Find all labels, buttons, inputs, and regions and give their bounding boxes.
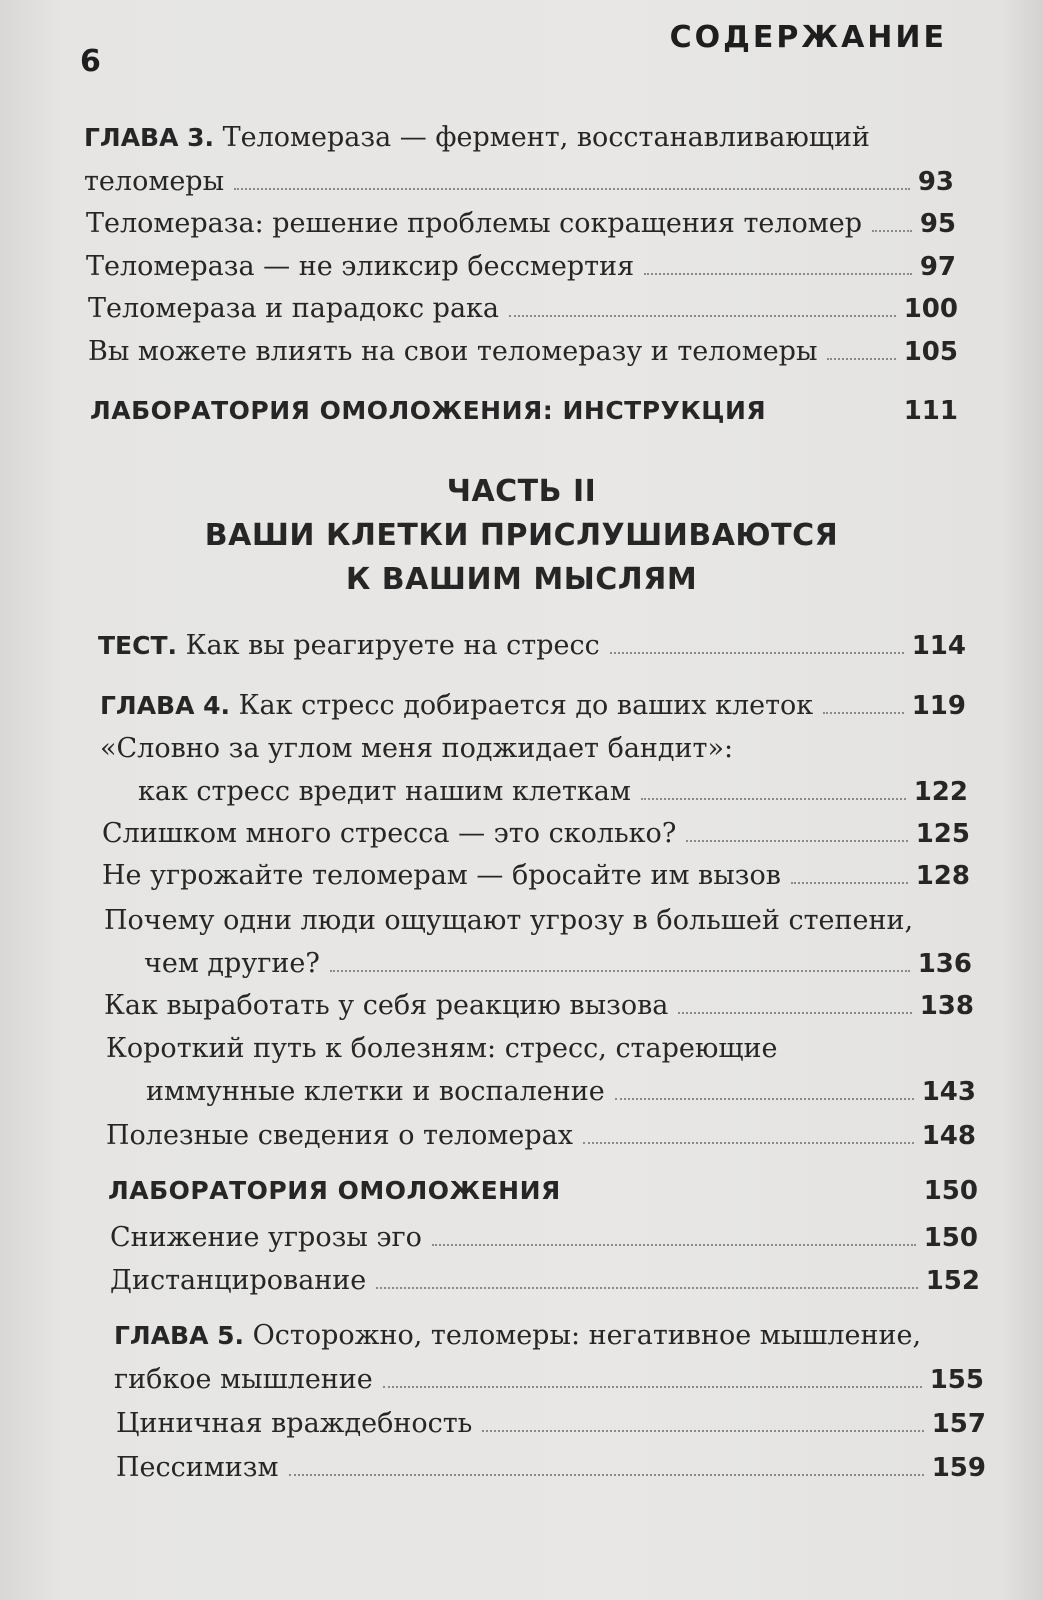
- toc-entry: [88, 336, 958, 367]
- leader-dots: [432, 1244, 916, 1246]
- entry-page: 155: [929, 1365, 984, 1395]
- entry-page: 148: [921, 1121, 976, 1151]
- toc-entry: [116, 1408, 986, 1439]
- entry-title: Теломераза и парадокс рака: [88, 293, 500, 324]
- toc-chapter-3-line1: [84, 122, 870, 153]
- entry-page: 152: [925, 1266, 980, 1296]
- toc-entry: [116, 1452, 986, 1483]
- leader-dots: [686, 840, 907, 842]
- entry-page: 138: [919, 991, 974, 1021]
- entry-page: 159: [931, 1453, 986, 1483]
- entry-title: Теломераза: решение проблемы сокращения теломер: [86, 208, 863, 239]
- entry-page: 93: [917, 167, 954, 197]
- toc-entry: [106, 1120, 976, 1151]
- leader-dots: [383, 1386, 922, 1388]
- toc-section-heading: [108, 1176, 978, 1206]
- entry-title: иммунные клетки и воспаление: [146, 1076, 605, 1107]
- entry-title: Снижение угрозы эго: [110, 1222, 422, 1253]
- leader-dots: [289, 1474, 924, 1476]
- toc-entry: [110, 1265, 980, 1296]
- toc-entry: [86, 208, 956, 239]
- test-label: ТЕСТ.: [98, 631, 178, 660]
- leader-dots: [234, 188, 910, 190]
- entry-title: Вы можете влиять на свои теломеразу и теломеры: [88, 336, 818, 367]
- entry-title: Пессимизм: [116, 1452, 279, 1483]
- leader-space: [571, 1197, 916, 1199]
- toc-entry: [84, 166, 954, 197]
- entry-title: Дистанцирование: [110, 1265, 367, 1296]
- toc-section-heading: [90, 396, 958, 426]
- toc-entry: [146, 1076, 976, 1107]
- part-title-line1: ВАШИ КЛЕТКИ ПРИСЛУШИВАЮТСЯ: [204, 518, 839, 553]
- toc-entry-test: [98, 630, 966, 661]
- entry-page: 128: [915, 861, 970, 891]
- entry-title: Циничная враждебность: [116, 1408, 473, 1439]
- toc-entry: [144, 948, 972, 979]
- page-number: 6: [80, 44, 101, 79]
- toc-entry-line1: Почему одни люди ощущают угрозу в большей степени,: [104, 905, 914, 936]
- entry-page: 136: [917, 949, 972, 979]
- entry-page: 150: [923, 1223, 978, 1253]
- chapter-title: Как стресс добирается до ваших клеток: [238, 690, 814, 721]
- leader-dots: [872, 230, 912, 232]
- entry-title: теломеры: [84, 166, 225, 197]
- chapter-title: Теломераза — фермент, восстанавливающий: [222, 122, 870, 153]
- chapter-label: ГЛАВА 3.: [84, 123, 215, 152]
- toc-entry: [138, 776, 968, 807]
- entry-page: 105: [903, 337, 958, 367]
- leader-dots: [610, 652, 904, 654]
- toc-entry: [88, 293, 958, 324]
- entry-page: 100: [903, 294, 958, 324]
- leader-dots: [330, 970, 910, 972]
- leader-dots: [644, 273, 912, 275]
- leader-dots: [583, 1142, 914, 1144]
- entry-page: 125: [915, 819, 970, 849]
- entry-page: 122: [913, 777, 968, 807]
- toc-chapter-4: [100, 690, 966, 721]
- part-title-line2: К ВАШИМ МЫСЛЯМ: [345, 562, 698, 597]
- entry-title: как стресс вредит нашим клеткам: [138, 776, 631, 807]
- section-title: ЛАБОРАТОРИЯ ОМОЛОЖЕНИЯ: ИНСТРУКЦИЯ: [90, 396, 767, 425]
- entry-title: гибкое мышление: [114, 1364, 373, 1395]
- entry-page: 157: [931, 1409, 986, 1439]
- part-number: ЧАСТЬ II: [446, 474, 597, 509]
- chapter-title: Осторожно, теломеры: негативное мышление,: [252, 1320, 922, 1351]
- leader-dots: [823, 712, 904, 714]
- leader-dots: [827, 358, 895, 360]
- entry-title: Полезные сведения о теломерах: [106, 1120, 573, 1151]
- entry-page: 143: [921, 1077, 976, 1107]
- chapter-label: ГЛАВА 4.: [100, 691, 231, 720]
- leader-dots: [615, 1098, 914, 1100]
- toc-entry-line1: «Словно за углом меня поджидает бандит»:: [100, 733, 734, 764]
- leader-dots: [509, 315, 896, 317]
- toc-entry: [114, 1364, 984, 1395]
- section-page: 111: [903, 396, 958, 426]
- leader-dots: [678, 1012, 911, 1014]
- leader-dots: [791, 882, 908, 884]
- entry-page: 119: [911, 691, 966, 721]
- entry-page: 114: [911, 631, 966, 661]
- entry-page: 97: [919, 252, 956, 282]
- section-page: 150: [923, 1176, 978, 1206]
- leader-dots: [482, 1430, 923, 1432]
- toc-entry-line1: Короткий путь к болезням: стресс, стареющие: [106, 1033, 778, 1064]
- leader-dots: [641, 798, 906, 800]
- toc-entry: [110, 1222, 978, 1253]
- leader-space: [776, 417, 896, 419]
- toc-entry: [104, 990, 974, 1021]
- toc-entry: [102, 860, 970, 891]
- running-title: СОДЕРЖАНИЕ: [669, 20, 947, 55]
- entry-title: Как вы реагируете на стресс: [185, 630, 600, 661]
- entry-title: Слишком много стресса — это сколько?: [102, 818, 677, 849]
- toc-entry: [102, 818, 970, 849]
- entry-page: 95: [919, 209, 956, 239]
- chapter-label: ГЛАВА 5.: [114, 1321, 245, 1350]
- entry-title: чем другие?: [144, 948, 320, 979]
- leader-dots: [376, 1287, 917, 1289]
- section-title: ЛАБОРАТОРИЯ ОМОЛОЖЕНИЯ: [108, 1176, 561, 1205]
- entry-title: Как выработать у себя реакцию вызова: [104, 990, 669, 1021]
- toc-chapter-5-line1: [114, 1320, 921, 1351]
- entry-title: Теломераза — не эликсир бессмертия: [86, 251, 635, 282]
- entry-title: Не угрожайте теломерам — бросайте им вызов: [102, 860, 781, 891]
- toc-entry: [86, 251, 956, 282]
